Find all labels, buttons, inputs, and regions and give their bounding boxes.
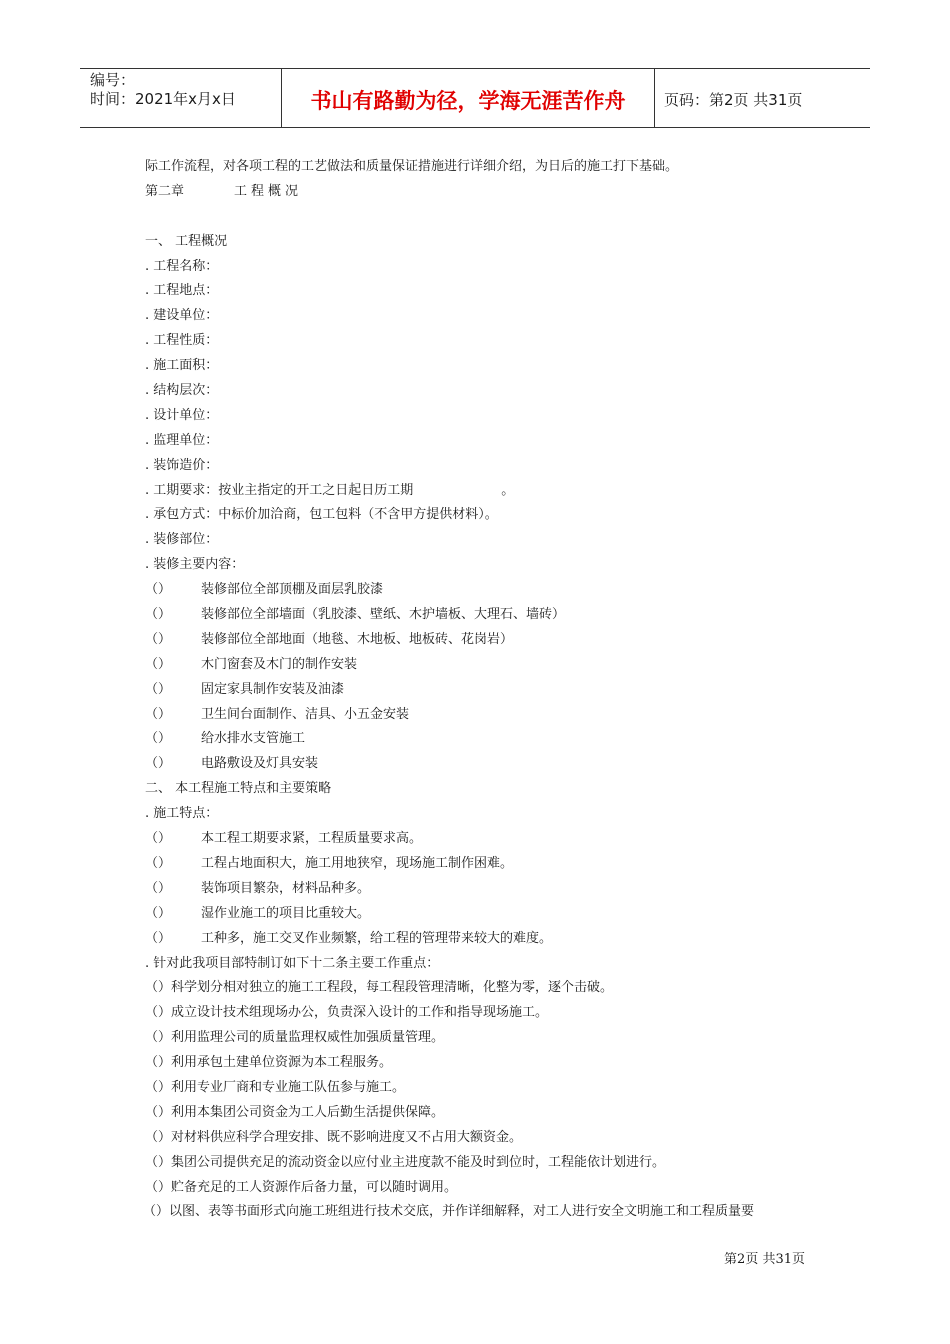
feature-item [145, 902, 825, 927]
project-field [145, 354, 825, 379]
page-header [80, 68, 870, 128]
project-field-text: . 装饰造价： [145, 457, 219, 473]
project-field-text: . 结构层次： [145, 383, 219, 399]
strategy-item-text: 利用监理公司的质量监理权威性加强质量管理。 [171, 1030, 445, 1046]
feature-item-text: 本工程工期要求紧，工程质量要求高。 [201, 831, 423, 847]
feature-item [145, 827, 825, 852]
strategy-item-text: 集团公司提供充足的流动资金以应付业主进度款不能及时到位时，工程能依计划进行。 [171, 1154, 666, 1170]
project-field [145, 429, 825, 454]
project-field [145, 329, 825, 354]
list-marker: （） [145, 930, 172, 946]
list-marker: （） [145, 1055, 172, 1071]
feature-item-text: 装饰项目繁杂，材料品种多。 [201, 880, 371, 896]
list-marker: （） [145, 731, 172, 747]
main-content-label: . 装修主要内容： [145, 557, 245, 573]
feature-item-text: 工程占地面积大，施工用地狭窄，现场施工制作困难。 [201, 855, 514, 871]
strategy-item-text: 利用承包土建单位资源为本工程服务。 [171, 1055, 393, 1071]
time-label: 时间：2021年x月x日 [90, 90, 236, 108]
strategy-item-text: 利用专业厂商和专业施工队伍参与施工。 [171, 1079, 406, 1095]
strategy-item-text: 利用本集团公司资金为工人后勤生活提供保障。 [171, 1104, 445, 1120]
contract-method: . 承包方式：中标价加洽商，包工包料（不含甲方提供材料）。 [145, 507, 498, 523]
chapter-prefix: 第二章 [145, 183, 185, 199]
features-label: . 施工特点： [145, 806, 219, 822]
list-marker: （） [145, 1079, 172, 1095]
list-marker: （） [145, 631, 172, 647]
strategy-item [145, 1026, 825, 1051]
main-item [145, 678, 825, 703]
list-marker: （） [145, 880, 172, 896]
page-footer: 第2页 共31页 [724, 1252, 805, 1267]
strategy-item [145, 1151, 825, 1176]
list-marker: （） [145, 1005, 172, 1021]
main-item-text: 装修部位全部地面（地毯、木地板、地板砖、花岗岩） [201, 631, 514, 647]
main-item [145, 703, 825, 728]
list-marker: （） [143, 1204, 170, 1220]
list-marker: （） [145, 831, 172, 847]
project-field-text: . 施工面积： [145, 358, 219, 374]
project-field [145, 379, 825, 404]
feature-item-text: 湿作业施工的项目比重较大。 [201, 905, 371, 921]
chapter-title: 工程概况 [234, 183, 303, 199]
strategy-item [145, 1126, 825, 1151]
main-item-text: 给水排水支管施工 [201, 731, 306, 747]
main-item [145, 603, 825, 628]
strategy-item [145, 1176, 825, 1201]
decoration-parts: . 装修部位： [145, 532, 219, 548]
feature-item [145, 877, 825, 902]
strategy-item-text: 成立设计技术组现场办公，负责深入设计的工作和指导现场施工。 [171, 1005, 549, 1021]
main-item [145, 727, 825, 752]
strategy-item-text: 对材料供应科学合理安排、既不影响进度又不占用大额资金。 [171, 1129, 523, 1145]
main-item-text: 木门窗套及木门的制作安装 [201, 656, 358, 672]
strategy-item [145, 1101, 825, 1126]
blank-line [145, 205, 825, 230]
main-item-text: 固定家具制作安装及油漆 [201, 681, 345, 697]
project-field-text: . 设计单位： [145, 407, 219, 423]
project-fields-list [145, 255, 825, 479]
project-field [145, 255, 825, 280]
project-field [145, 404, 825, 429]
list-marker: （） [145, 980, 172, 996]
main-item [145, 653, 825, 678]
strategy-item-text: 贮备充足的工人资源作后备力量，可以随时调用。 [171, 1179, 458, 1195]
section-heading-2: 二、 本工程施工特点和主要策略 [145, 781, 332, 797]
period-requirement [145, 479, 825, 504]
main-item-text: 装修部位全部顶棚及面层乳胶漆 [201, 582, 384, 598]
list-marker: （） [145, 681, 172, 697]
header-page-number: 页码：第2页 共31页 [664, 90, 803, 109]
project-field [145, 454, 825, 479]
list-marker: （） [145, 1104, 172, 1120]
project-field [145, 279, 825, 304]
strategy-item-text: 科学划分相对独立的施工工程段，每工程段管理清晰，化整为零，逐个击破。 [171, 980, 614, 996]
project-field [145, 304, 825, 329]
project-field-text: . 建设单位： [145, 308, 219, 324]
last-line [143, 1200, 825, 1225]
intro-paragraph: 际工作流程，对各项工程的工艺做法和质量保证措施进行详细介绍，为日后的施工打下基础。 [145, 159, 679, 174]
strategies-list [145, 976, 825, 1200]
features-list [145, 827, 825, 951]
header-motto: 书山有路勤为径，学海无涯苦作舟 [282, 69, 655, 127]
list-marker: （） [145, 756, 172, 772]
period-end: 。 [501, 482, 515, 498]
main-item-text: 卫生间台面制作、洁具、小五金安装 [201, 706, 410, 722]
strategy-item [145, 1051, 825, 1076]
list-marker: （） [145, 706, 172, 722]
project-field-text: . 监理单位： [145, 432, 219, 448]
list-marker: （） [145, 1154, 172, 1170]
list-marker: （） [145, 1129, 172, 1145]
list-marker: （） [145, 607, 172, 623]
main-item-text: 电路敷设及灯具安装 [201, 756, 319, 772]
feature-item [145, 852, 825, 877]
list-marker: （） [145, 1179, 172, 1195]
strategy-label: . 针对此我项目部特制订如下十二条主要工作重点： [145, 955, 440, 971]
chapter-heading [145, 180, 825, 205]
period-label: . 工期要求：按业主指定的开工之日起日历工期 [145, 482, 414, 498]
project-field-text: . 工程性质： [145, 333, 219, 349]
main-item [145, 752, 825, 777]
main-item [145, 578, 825, 603]
list-marker: （） [145, 855, 172, 871]
project-field-text: . 工程名称： [145, 258, 219, 274]
number-label: 编号： [90, 71, 136, 89]
main-items-list [145, 578, 825, 777]
document-body [145, 155, 825, 1225]
feature-item-text: 工种多，施工交叉作业频繁，给工程的管理带来较大的难度。 [201, 930, 553, 946]
list-marker: （） [145, 656, 172, 672]
header-info [80, 69, 282, 127]
main-item [145, 628, 825, 653]
strategy-item [145, 1076, 825, 1101]
section-heading-1: 一、 工程概况 [145, 233, 228, 249]
main-item-text: 装修部位全部墙面（乳胶漆、壁纸、木护墙板、大理石、墙砖） [201, 607, 566, 623]
project-field-text: . 工程地点： [145, 283, 219, 299]
list-marker: （） [145, 582, 172, 598]
last-line-text: 以图、表等书面形式向施工班组进行技术交底，并作详细解释，对工人进行安全文明施工和工程质量要 [169, 1204, 755, 1220]
strategy-item [145, 1001, 825, 1026]
strategy-item [145, 976, 825, 1001]
list-marker: （） [145, 1030, 172, 1046]
list-marker: （） [145, 905, 172, 921]
feature-item [145, 927, 825, 952]
